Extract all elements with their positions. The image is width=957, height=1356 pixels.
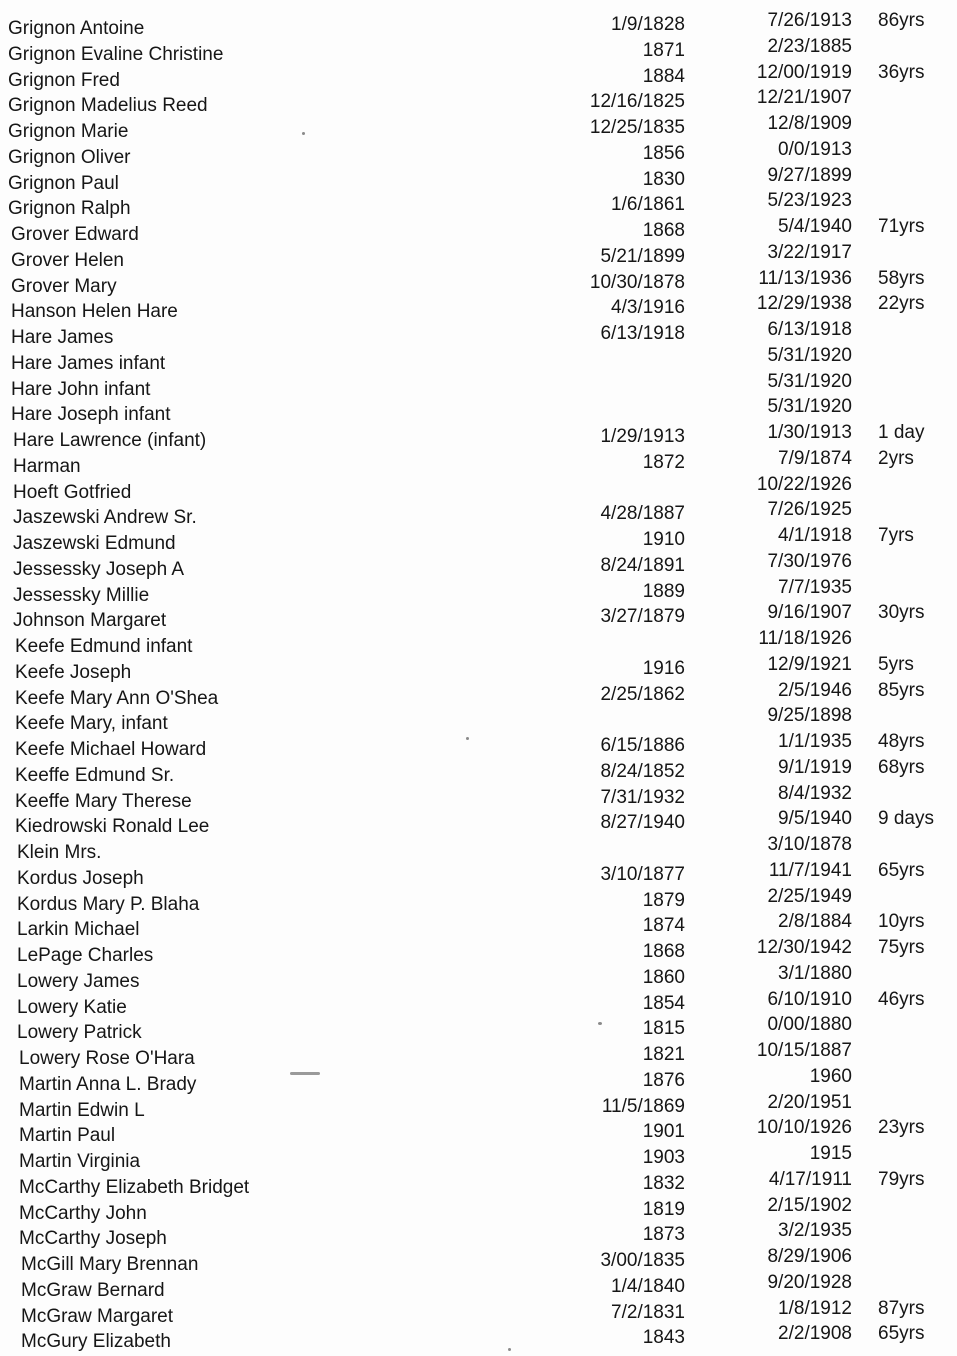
death-date-cell: 1/30/1913 (767, 422, 852, 443)
death-date-cell: 9/16/1907 (767, 602, 852, 624)
birth-date-cell: 5/21/1899 (600, 245, 685, 267)
death-date-cell: 5/4/1940 (778, 216, 852, 237)
death-date-cell: 11/7/1941 (768, 859, 852, 881)
birth-date-cell: 12/25/1835 (589, 117, 685, 138)
death-date-cell: 1915 (809, 1143, 852, 1164)
scan-speck (302, 132, 305, 135)
burial-record-list (0, 12, 957, 1351)
age-cell: 7yrs (878, 525, 914, 546)
birth-date-cell: 3/10/1877 (600, 863, 685, 885)
age-cell: 65yrs (878, 859, 925, 881)
age-cell: 23yrs (878, 1117, 925, 1139)
name-cell: McGury Elizabeth (21, 1331, 171, 1353)
death-date-cell: 0/00/1880 (767, 1014, 852, 1036)
scan-speck (598, 1022, 602, 1025)
age-cell: 46yrs (878, 988, 925, 1010)
death-date-cell: 10/10/1926 (756, 1117, 852, 1139)
birth-date-cell: 1910 (642, 529, 685, 550)
scan-speck (290, 1072, 320, 1075)
name-cell: McCarthy Elizabeth Bridget (19, 1176, 250, 1198)
birth-date-cell: 1873 (642, 1224, 685, 1246)
name-cell: Hare James (11, 327, 114, 348)
death-date-cell: 10/22/1926 (756, 473, 852, 495)
age-cell: 48yrs (878, 731, 925, 752)
name-cell: Kiedrowski Ronald Lee (15, 816, 210, 838)
death-date-cell: 5/23/1923 (767, 190, 852, 212)
birth-date-cell: 2/25/1862 (600, 683, 685, 705)
birth-date-cell: 1874 (642, 915, 685, 937)
death-date-cell: 2/20/1951 (767, 1091, 852, 1113)
birth-date-cell: 3/27/1879 (600, 606, 685, 628)
death-date-cell: 4/17/1911 (768, 1168, 852, 1190)
age-cell: 2yrs (878, 447, 914, 469)
name-cell: Grignon Evaline Christine (8, 43, 224, 65)
birth-date-cell: 1901 (642, 1121, 685, 1143)
death-date-cell: 6/13/1918 (767, 319, 852, 340)
name-cell: Grignon Madelius Reed (8, 95, 208, 117)
birth-date-cell: 1/9/1828 (611, 14, 685, 35)
death-date-cell: 3/22/1917 (767, 241, 852, 263)
age-cell: 71yrs (878, 216, 925, 237)
birth-date-cell: 1832 (642, 1172, 685, 1194)
birth-date-cell: 1868 (642, 220, 685, 241)
name-cell: Kordus Mary P. Blaha (17, 893, 200, 915)
name-cell: Grignon Paul (8, 172, 119, 194)
scan-speck (508, 1348, 511, 1351)
name-cell: McGraw Margaret (21, 1305, 174, 1327)
name-cell: Keeffe Mary Therese (15, 790, 192, 812)
birth-date-cell: 1860 (642, 966, 685, 988)
death-date-cell: 9/27/1899 (767, 164, 852, 186)
birth-date-cell: 1821 (642, 1044, 685, 1065)
name-cell: Lowery Katie (17, 996, 127, 1018)
death-date-cell: 8/4/1932 (778, 782, 852, 804)
age-cell: 10yrs (878, 911, 925, 933)
name-cell: Keefe Michael Howard (15, 739, 207, 760)
birth-date-cell: 1854 (642, 992, 685, 1014)
birth-date-cell: 8/24/1891 (600, 554, 685, 576)
age-cell: 9 days (878, 808, 934, 830)
name-cell: Lowery Patrick (17, 1022, 142, 1044)
death-date-cell: 5/31/1920 (767, 370, 852, 392)
death-date-cell: 12/8/1909 (767, 113, 852, 134)
name-cell: Hoeft Gotfried (13, 481, 132, 503)
death-date-cell: 11/18/1926 (758, 628, 852, 649)
name-cell: Klein Mrs. (17, 842, 102, 863)
name-cell: Martin Edwin L (19, 1099, 145, 1121)
scan-speck (466, 737, 469, 740)
name-cell: Grignon Fred (8, 69, 120, 91)
name-cell: McCarthy Joseph (19, 1228, 167, 1250)
birth-date-cell: 1871 (642, 39, 685, 61)
birth-date-cell: 1/6/1861 (611, 194, 685, 216)
name-cell: Grover Edward (11, 224, 139, 245)
name-cell: Keeffe Edmund Sr. (15, 764, 175, 786)
death-date-cell: 7/30/1976 (767, 550, 852, 572)
age-cell: 85yrs (878, 679, 925, 701)
name-cell: Grover Mary (11, 275, 117, 297)
birth-date-cell: 1/4/1840 (611, 1275, 685, 1297)
name-cell: Hare James infant (11, 352, 166, 374)
birth-date-cell: 6/15/1886 (600, 735, 685, 756)
name-cell: McGill Mary Brennan (21, 1254, 199, 1275)
name-cell: Jessessky Joseph A (13, 558, 185, 580)
death-date-cell: 11/13/1936 (758, 267, 852, 289)
death-date-cell: 5/31/1920 (767, 396, 852, 418)
birth-date-cell: 1819 (642, 1198, 685, 1220)
name-cell: Lowery Rose O'Hara (19, 1048, 195, 1069)
death-date-cell: 12/21/1907 (756, 87, 852, 109)
name-cell: Grignon Oliver (8, 146, 131, 168)
age-cell: 36yrs (878, 61, 925, 83)
name-cell: Hare Lawrence (infant) (13, 430, 207, 451)
age-cell: 65yrs (878, 1323, 925, 1345)
death-date-cell: 7/26/1925 (767, 499, 852, 521)
name-cell: Keefe Joseph (15, 661, 132, 683)
name-cell: LePage Charles (17, 945, 154, 966)
death-date-cell: 0/0/1913 (778, 138, 852, 160)
birth-date-cell: 1879 (642, 889, 685, 911)
age-cell: 68yrs (878, 756, 925, 778)
name-cell: Harman (13, 455, 81, 477)
death-date-cell: 7/26/1913 (767, 10, 852, 31)
birth-date-cell: 8/27/1940 (600, 812, 685, 834)
name-cell: Martin Virginia (19, 1151, 141, 1172)
death-date-cell: 2/25/1949 (767, 885, 852, 907)
birth-date-cell: 10/30/1878 (589, 271, 685, 293)
death-date-cell: 9/1/1919 (778, 756, 852, 778)
death-date-cell: 2/8/1884 (778, 911, 852, 933)
birth-date-cell: 1903 (642, 1147, 685, 1168)
death-date-cell: 9/5/1940 (778, 808, 852, 830)
birth-date-cell: 8/24/1852 (600, 760, 685, 782)
birth-date-cell: 4/3/1916 (611, 297, 685, 319)
name-cell: Jaszewski Edmund (13, 533, 176, 554)
birth-date-cell: 11/5/1869 (601, 1095, 685, 1117)
birth-date-cell: 7/31/1932 (600, 786, 685, 808)
name-cell: McGraw Bernard (21, 1279, 165, 1301)
birth-date-cell: 1889 (642, 580, 685, 602)
death-date-cell: 3/2/1935 (778, 1220, 852, 1242)
age-cell: 1 day (878, 422, 925, 443)
name-cell: Larkin Michael (17, 919, 140, 941)
name-cell: Kordus Joseph (17, 867, 144, 889)
birth-date-cell: 6/13/1918 (600, 323, 685, 344)
name-cell: Johnson Margaret (13, 610, 167, 632)
age-cell: 30yrs (878, 602, 925, 624)
name-cell: Lowery James (17, 970, 140, 992)
name-cell: Keefe Mary Ann O'Shea (15, 687, 219, 709)
name-cell: Grignon Ralph (8, 198, 131, 220)
death-date-cell: 4/1/1918 (778, 525, 852, 546)
record-row (0, 1325, 957, 1351)
name-cell: Keefe Edmund infant (15, 636, 193, 657)
death-date-cell: 3/10/1878 (767, 834, 852, 855)
age-cell: 22yrs (878, 293, 925, 315)
death-date-cell: 5/31/1920 (767, 344, 852, 366)
name-cell: Grignon Antoine (8, 18, 145, 39)
birth-date-cell: 1868 (642, 941, 685, 962)
birth-date-cell: 1876 (642, 1069, 685, 1091)
birth-date-cell: 12/16/1825 (589, 91, 685, 113)
death-date-cell: 2/2/1908 (778, 1323, 852, 1345)
age-cell: 5yrs (878, 653, 914, 675)
name-cell: Grover Helen (11, 249, 124, 271)
birth-date-cell: 1916 (642, 657, 685, 679)
name-cell: McCarthy John (19, 1202, 147, 1224)
birth-date-cell: 7/2/1831 (611, 1301, 685, 1323)
death-date-cell: 7/9/1874 (778, 447, 852, 469)
name-cell: Hanson Helen Hare (11, 301, 178, 323)
birth-date-cell: 1/29/1913 (600, 426, 685, 447)
death-date-cell: 12/29/1938 (756, 293, 852, 315)
birth-date-cell: 3/00/1835 (600, 1250, 685, 1271)
name-cell: Hare John infant (11, 378, 151, 400)
death-date-cell: 9/25/1898 (767, 705, 852, 727)
death-date-cell: 2/5/1946 (778, 679, 852, 701)
name-cell: Jessessky Millie (13, 584, 150, 606)
birth-date-cell: 1856 (642, 142, 685, 164)
death-date-cell: 9/20/1928 (767, 1271, 852, 1293)
birth-date-cell: 1843 (642, 1327, 685, 1349)
death-date-cell: 6/10/1910 (767, 988, 852, 1010)
death-date-cell: 2/15/1902 (767, 1194, 852, 1216)
death-date-cell: 1/8/1912 (778, 1297, 852, 1319)
death-date-cell: 2/23/1885 (767, 35, 852, 57)
age-cell: 86yrs (878, 10, 925, 31)
birth-date-cell: 1815 (642, 1018, 685, 1040)
death-date-cell: 8/29/1906 (767, 1246, 852, 1267)
name-cell: Grignon Marie (8, 121, 129, 142)
name-cell: Martin Anna L. Brady (19, 1073, 197, 1095)
death-date-cell: 10/15/1887 (756, 1040, 852, 1061)
death-date-cell: 3/1/1880 (778, 962, 852, 984)
age-cell: 58yrs (878, 267, 925, 289)
birth-date-cell: 4/28/1887 (600, 503, 685, 525)
birth-date-cell: 1872 (642, 451, 685, 473)
death-date-cell: 12/9/1921 (767, 653, 852, 675)
age-cell: 75yrs (878, 937, 925, 958)
name-cell: Hare Joseph infant (11, 404, 171, 426)
death-date-cell: 1960 (809, 1065, 852, 1087)
death-date-cell: 7/7/1935 (778, 576, 852, 598)
birth-date-cell: 1884 (642, 65, 685, 87)
name-cell: Keefe Mary, infant (15, 713, 168, 735)
name-cell: Jaszewski Andrew Sr. (13, 507, 197, 529)
death-date-cell: 12/30/1942 (756, 937, 852, 958)
death-date-cell: 12/00/1919 (756, 61, 852, 83)
birth-date-cell: 1830 (642, 168, 685, 190)
name-cell: Martin Paul (19, 1125, 116, 1147)
death-date-cell: 1/1/1935 (778, 731, 852, 752)
age-cell: 87yrs (878, 1297, 925, 1319)
age-cell: 79yrs (878, 1168, 925, 1190)
